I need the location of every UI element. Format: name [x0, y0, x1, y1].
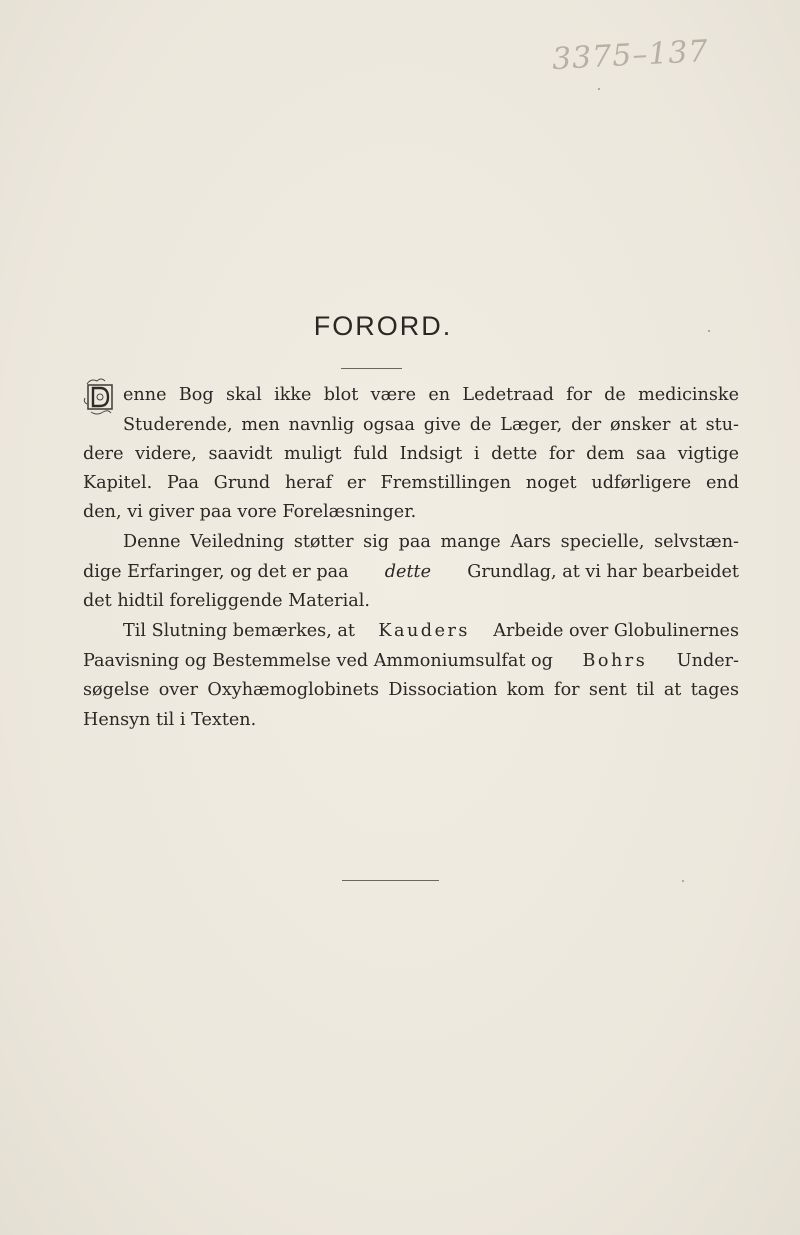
decorated-initial-icon [83, 376, 119, 418]
page-title: FORORD. [313, 311, 453, 341]
paragraph3-line1-start: Til Slutning bemærkes, at [123, 621, 361, 641]
print-speck [598, 88, 600, 90]
print-speck [708, 330, 710, 332]
paragraph1-line2: Studerende, men navnlig ogsaa give de Læger, der ønsker at stu- [123, 415, 739, 435]
paragraph3-line4: Hensyn til i Texten. [83, 710, 257, 730]
handwritten-shelfmark: 3375–137 [551, 33, 710, 78]
paragraph2-line3: det hidtil foreliggende Material. [83, 591, 370, 611]
paragraph3-line2-start: Paavisning og Bestemmelse ved Ammoniumsulfat og [83, 651, 559, 671]
closing-rule [342, 880, 439, 881]
paragraph2-line1: Denne Veiledning støtter sig paa mange Aars specielle, selvstæn- [123, 532, 739, 552]
emphasized-word: dette [384, 562, 432, 582]
paragraph1-line5: den, vi giver paa vore Forelæsninger. [83, 502, 417, 522]
paragraph2-line2-start: dige Erfaringer, og det er paa [83, 562, 355, 582]
title-rule [341, 368, 402, 369]
paragraph2-line2-end: Grundlag, at vi har bearbeidet [461, 562, 739, 582]
paragraph1-line1: enne Bog skal ikke blot være en Ledetraad for de medicinske [123, 385, 739, 405]
paragraph3-line1-end: Arbeide over Globulinernes [487, 621, 739, 641]
paragraph3-line2-end: Under- [671, 651, 739, 671]
paragraph1-line3: dere videre, saavidt muligt fuld Indsigt i dette for dem saa vigtige [83, 444, 739, 464]
paragraph3-line1 [123, 616, 739, 646]
paragraph2-line2 [83, 557, 739, 587]
author-name-bohr: Bohrs [582, 651, 648, 671]
paragraph3-line3: søgelse over Oxyhæmoglobinets Dissociation kom for sent til at tages [83, 680, 739, 700]
paragraph3-line2 [83, 646, 739, 676]
print-speck [682, 880, 684, 882]
author-name-kauder: Kauders [378, 621, 470, 641]
paragraph1-line4: Kapitel. Paa Grund heraf er Fremstillingen noget udførligere end [83, 473, 739, 493]
